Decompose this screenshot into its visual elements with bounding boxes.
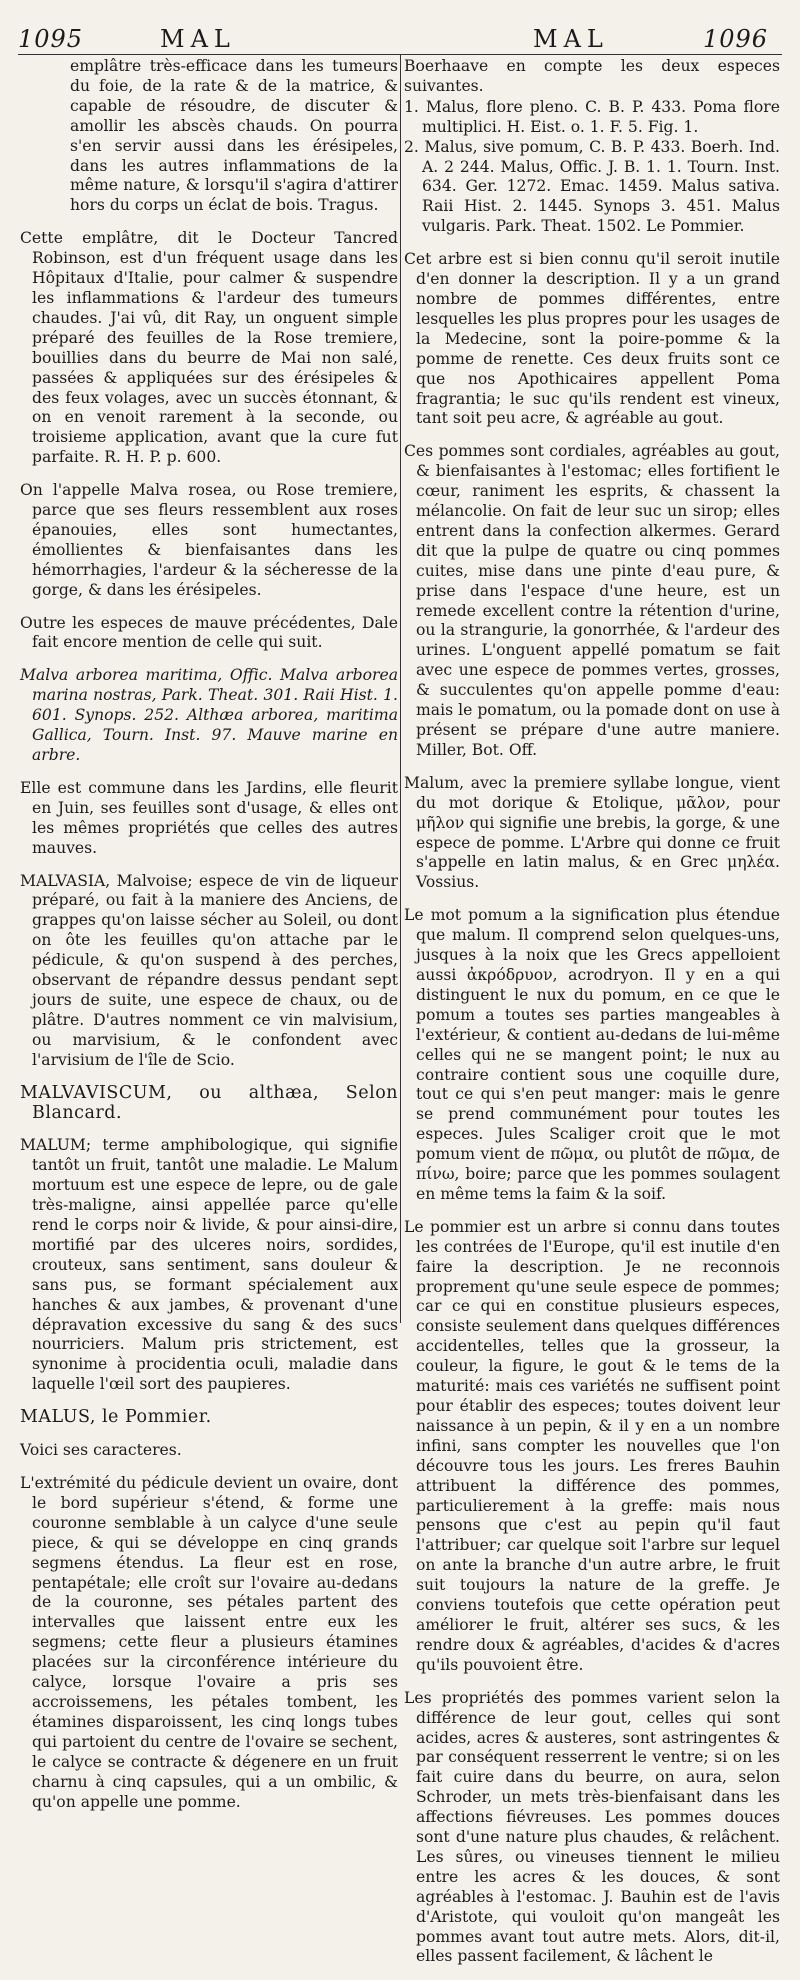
paragraph-malva-rosea: On l'appelle Malva rosea, ou Rose tremiere, parce que ses fleurs ressemblent aux roses épanouies, elles sont humectantes, émollientes & bienfaisantes dans les hémorrhagies, l'ardeur & la sécheresse de la gorge, & dans les érésipeles.	[20, 481, 398, 599]
entry-malvaviscum: MALVAVISCUM, ou althæa, Selon Blancard.	[20, 1082, 398, 1123]
paragraph-malum-etymologie: Malum, avec la premiere syllabe longue, vient du mot dorique & Etolique, μᾶλον, pour μῆλον qui signifie une brebis, la gorge, & une espece de pomme. L'Arbre qui donne ce fruit s'appelle en latin malus, & en Grec μηλέα. Vossius.	[404, 773, 780, 892]
paragraph-jardins: Elle est commune dans les Jardins, elle fleurit en Juin, ses feuilles sont d'usage, & elles ont les mêmes propriétés que celles des autres mauves.	[20, 778, 398, 857]
species-2: 2. Malus, sive pomum, C. B. P. 433. Boerh. Ind. A. 2 244. Malus, Offic. J. B. 1. 1. Tourn. Inst. 634. Ger. 1272. Emac. 1459. Malus sativa. Raii Hist. 2. 1445. Synops 3. 451. Malus vulgaris. Park. Theat. 1502. Le Pommier.	[404, 137, 780, 236]
paragraph-proprietes: Les propriétés des pommes varient selon la différence de leur gout, celles qui sont acides, acres & austeres, sont astringentes & par conséquent resserrent le ventre; si on les fait cuire dans du beurre, on aura, selon Schroder, un mets très-bienfaisant dans les affections fiévreuses. Les pommes douces sont d'une nature plus chaudes, & relâchent. Les sûres, ou vineuses tiennent le milieu entre les acres & les douces, & sont agréables à l'estomac. J. Bauhin est de l'avis d'Aristote, qui vouloit qu'on mangeât les pommes avant tout autre mets. Alors, dit-il, elles passent facilement, & lâchent le	[404, 1688, 780, 1966]
entry-malvasia: MALVASIA, Malvoise; espece de vin de liqueur préparé, ou fait à la maniere des Anciens, de grappes qu'on laisse sécher au Soleil, ou dont on ôte les feuilles qu'on attache par le pédicule, & qu'on suspend à des perches, observant de répandre dessus pendant sept jours de suite, une espece de chaux, ou de plâtre. D'autres nomment ce vin malvisium, ou marvisium, & le confondent avec l'arvisium de l'île de Scio.	[20, 871, 398, 1069]
paragraph-boerhaave: Boerhaave en compte les deux especes suivantes.	[404, 57, 780, 95]
running-head-left: MAL	[160, 25, 236, 53]
paragraph-dale: Outre les especes de mauve précédentes, Dale fait encore mention de celle qui suit.	[20, 613, 398, 652]
column-divider	[400, 55, 401, 1323]
paragraph-description-fleur: L'extrémité du pédicule devient un ovaire, dont le bord supérieur s'étend, & forme une couronne semblable à un calyce d'une seule piece, & qui se développe en cinq grands segmens étendus. La fleur est en rose, pentapétale; elle croît sur l'ovaire au-dedans de la couronne, ses pétales partent des intervalles que laissent entre eux les segmens; cette fleur a plusieurs étamines placées sur la circonférence intérieure du calyce, lorsque l'ovaire a pris ses accroissemens, les pétales tombent, les étamines disparoissent, les cinq longs tubes qui partoient du centre de l'ovaire se sechent, le calyce se contracte & dégenere en un fruit charnu à cinq capsules, qui a un ombilic, & qu'on appelle une pomme.	[20, 1474, 398, 1811]
paragraph-arbre-connu: Cet arbre est si bien connu qu'il seroit inutile d'en donner la description. Il y a un grand nombre de pommes différentes, entre lesquelles les plus propres pour les usages de la Medecine, sont la poire-pomme & la pomme de renette. Ces deux fruits sont ce que nos Apothicaires appellent Poma fragrantia; le suc qu'ils rendent est vineux, tant soit peu acre, & agréable au gout.	[404, 250, 780, 428]
right-column	[404, 57, 780, 1980]
page-number-left: 1095	[18, 25, 84, 53]
running-head-right: MAL	[533, 25, 609, 53]
paragraph-malva-arborea-synonyms: Malva arborea maritima, Offic. Malva arborea marina nostras, Park. Theat. 301. Raii Hist. 1. 601. Synops. 252. Althæa arborea, maritima Gallica, Tourn. Inst. 97. Mauve marine en arbre.	[20, 666, 398, 764]
paragraph-pommes-cordiales: Ces pommes sont cordiales, agréables au gout, & bienfaisantes à l'estomac; elles fortifient le cœur, raniment les esprits, & chassent la mélancolie. On fait de leur suc un sirop; elles entrent dans la confection alkermes. Gerard dit que la pulpe de quatre ou cinq pommes cuites, mise dans une pinte d'eau pure, & prise dans l'espace d'une heure, est un remede excellent contre la rétention d'urine, ou la strangurie, la gonorrhée, & l'ardeur des urines. L'onguent appellé pomatum se fait avec une espece de pommes vertes, grosses, & succulentes qu'on appelle pomme d'eau: mais le pomatum, ou la pomade dont on use à présent se prépare d'une autre maniere. Miller, Bot. Off.	[404, 442, 780, 759]
paragraph-caracteres: Voici ses caracteres.	[20, 1441, 182, 1460]
paragraph-emplatre: emplâtre très-efficace dans les tumeurs du foie, de la rate & de la matrice, & capable de résoudre, de discuter & amollir les abscès chauds. On pourra s'en servir aussi dans les érésipeles, dans les autres inflammations de la même nature, & lorsqu'il s'agira d'attirer hors du corps un éclat de bois. Tragus.	[70, 57, 398, 215]
entry-malum: MALUM; terme amphibologique, qui signifie tantôt un fruit, tantôt une maladie. Le Malum mortuum est une espece de lepre, ou de gale très-maligne, ainsi appellée parce qu'elle rend le corps noir & livide, & pour ainsi-dire, mortifié par des ulceres noirs, sordides, crouteux, sans sentiment, sans douleur & sans pus, se formant spécialement aux hanches & aux jambes, & provenant d'une dépravation excessive du sang & des sucs nourriciers. Malum pris strictement, est synonime à procidentia oculi, maladie dans laquelle l'œil sort des paupieres.	[20, 1136, 398, 1394]
species-1: 1. Malus, flore pleno. C. B. P. 433. Poma flore multiplici. H. Eist. o. 1. F. 5. Fig. 1.	[404, 97, 780, 136]
entry-malus: MALUS, le Pommier.	[20, 1407, 212, 1428]
paragraph-robinson: Cette emplâtre, dit le Docteur Tancred Robinson, est d'un fréquent usage dans les Hôpitaux d'Italie, pour calmer & suspendre les inflammations & l'ardeur des tumeurs chaudes. J'ai vû, dit Ray, un onguent simple préparé des feuilles de la Rose tremiere, bouillies dans du beurre de Mai non salé, passées & appliquées sur des érésipeles & des feux volages, avec un succès étonnant, & on en venoit rarement à la seconde, ou troisieme application, avant que la cure fut parfaite. R. H. P. p. 600.	[20, 229, 398, 467]
paragraph-pomum: Le mot pomum a la signification plus étendue que malum. Il comprend selon quelques-uns, jusques à la noix que les Grecs appelloient aussi ἀκρόδρυον, acrodryon. Il y en a qui distinguent le nux du pomum, en ce que le pomum a toutes ses parties mangeables à l'extérieur, & contient au-dedans de lui-même celles qui ne se mangent point; le nux au contraire contient sous une coquille dure, tout ce qui s'en peut manger: mais le genre se prend communément pour toutes les especes. Jules Scaliger croit que le mot pomum vient de πῶμα, ou plutôt de πῶμα, de πίνω, boire; parce que les pommes soulagent en même tems la faim & la soif.	[404, 906, 780, 1203]
page-number-right: 1096	[703, 25, 769, 53]
left-column	[20, 57, 398, 1825]
paragraph-pommier: Le pommier est un arbre si connu dans toutes les contrées de l'Europe, qu'il est inutile d'en faire la description. Je ne reconnois proprement qu'une seule espece de pommes; car ce qui en constitue plusieurs especes, consiste seulement dans quelques différences accidentelles, telles que la grosseur, la couleur, la figure, le gout & le tems de la maturité: mais ces variétés ne suffisent point pour établir des especes; toutes doivent leur naissance à un pepin, & il y en a un nombre infini, sans compter les nouvelles que l'on découvre tous les jours. Les freres Bauhin attribuent la différence des pommes, particulierement à la greffe: mais nous pensons que c'est au pepin qu'il faut l'attribuer; car quelque soit l'arbre sur lequel on ante la branche d'un autre arbre, le fruit suit toujours la nature de la greffe. Je conviens toutefois que cette opération peut améliorer le fruit, altérer ses sucs, & les rendre doux & agréables, d'acides & d'acres qu'ils pouvoient être.	[404, 1217, 780, 1674]
